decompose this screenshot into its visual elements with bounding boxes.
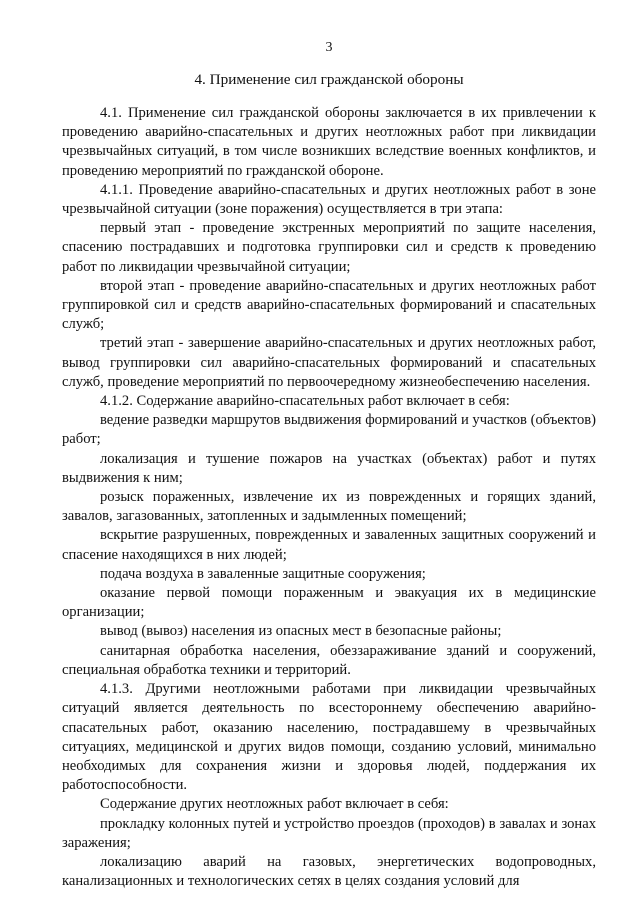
section-title: 4. Применение сил гражданской обороны [194, 71, 464, 88]
paragraph-stage-three: третий этап - завершение аварийно-спасательных и других неотложных работ, вывод группировки сил аварийно-спасательных формирований и спасательных служб, проведение мероприятий по первоочередному жизнеобеспечению населения. [62, 335, 596, 390]
paragraph-first-aid: оказание первой помощи пораженным и эвакуация их в медицинские организации; [62, 585, 596, 621]
paragraph-sanitization: санитарная обработка населения, обеззараживание зданий и сооружений, специальная обработка техники и территорий. [62, 642, 596, 678]
page-number: 3 [325, 40, 333, 55]
paragraph-reconnaissance: ведение разведки маршрутов выдвижения формирований и участков (объектов) работ; [62, 412, 596, 448]
paragraph-other-works-intro: Содержание других неотложных работ включает в себя: [100, 796, 449, 813]
paragraph-search-victims: розыск пораженных, извлечение их из поврежденных и горящих зданий, завалов, загазованных, затопленных и задымленных помещений; [62, 489, 596, 525]
paragraph-stage-two: второй этап - проведение аварийно-спасательных и других неотложных работ группировкой сил и средств аварийно-спасательных формирований и спасательных служб; [62, 277, 596, 333]
paragraph-accident-localization: локализацию аварий на газовых, энергетических водопроводных, канализационных и технологических сетях в целях создания условий для [62, 853, 596, 890]
paragraph-air-supply: подача воздуха в заваленные защитные сооружения; [100, 565, 426, 582]
paragraph-4-1-1: 4.1.1. Проведение аварийно-спасательных и других неотложных работ в зоне чрезвычайной ситуации (зоне поражения) осуществляется в три этапа: [62, 181, 596, 218]
paragraph-4-1: 4.1. Применение сил гражданской обороны заключается в их привлечении к проведению аварийно-спасательных и других неотложных работ при ликвидации чрезвычайных ситуаций, в том числе возникших вследствие военных конфликтов, и проведению мероприятий по гражданской обороне. [62, 105, 596, 179]
paragraph-evacuation: вывод (вывоз) населения из опасных мест в безопасные районы; [100, 623, 502, 640]
paragraph-stage-one: первый этап - проведение экстренных мероприятий по защите населения, спасению пострадавших и подготовка группировки сил и средств к проведению работ по ликвидации чрезвычайной ситуации; [62, 220, 596, 275]
paragraph-4-1-3: 4.1.3. Другими неотложными работами при ликвидации чрезвычайных ситуаций является деятельность по всестороннему обеспечению аварийно-спасательных работ, оказанию населению, пострадавшему в чрезвычайных ситуациях, медицинской и других видов помощи, созданию условий, минимально необходимых для сохранения жизни и здоровья людей, поддержания их работоспособности. [62, 681, 596, 794]
paragraph-column-routes: прокладку колонных путей и устройство проездов (проходов) в завалах и зонах заражения; [62, 815, 596, 851]
document-body [62, 104, 596, 891]
paragraph-open-shelters: вскрытие разрушенных, поврежденных и заваленных защитных сооружений и спасение находящихся в них людей; [62, 527, 596, 563]
paragraph-fire-localization: локализация и тушение пожаров на участках (объектах) работ и путях выдвижения к ним; [62, 450, 596, 486]
paragraph-4-1-2: 4.1.2. Содержание аварийно-спасательных работ включает в себя: [100, 393, 510, 410]
